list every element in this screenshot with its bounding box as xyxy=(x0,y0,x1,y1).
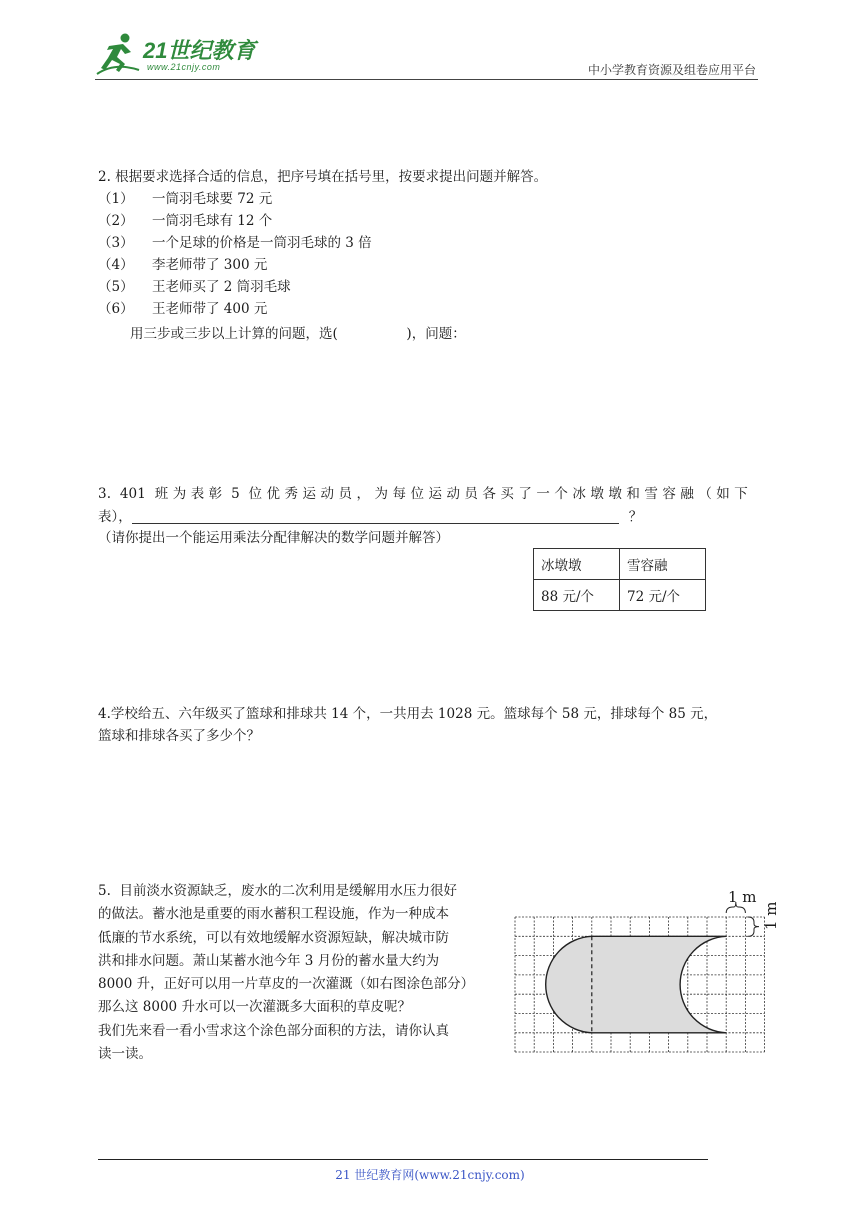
q3-line1: 3. 401 班 为 表 彰 5 位 优 秀 运 动 员 ， 为 每 位 运 动 员 各 买 了 一 个 冰 墩 墩 和 雪 容 融 （ 如 下 xyxy=(98,486,748,502)
q4-line2: 篮球和排球各买了多少个？ xyxy=(98,728,260,744)
q3-line2 xyxy=(98,506,642,528)
header-divider xyxy=(95,79,758,80)
q2-item xyxy=(98,188,372,210)
table-cell: 88 元/个 xyxy=(534,580,620,611)
q5-line: 那么这 8000 升水可以一次灌溉多大面积的草皮呢？ xyxy=(98,999,411,1016)
item-text: 一筒羽毛球有 12 个 xyxy=(152,213,273,229)
q5-line: 8000 升，正好可以用一片草皮的一次灌溉（如右图涂色部分） xyxy=(98,976,475,993)
item-text: 李老师带了 300 元 xyxy=(152,257,268,273)
item-text: 王老师买了 2 筒羽毛球 xyxy=(152,279,291,295)
item-text: 一个足球的价格是一筒羽毛球的 3 倍 xyxy=(152,235,372,251)
label-1m-top: 1 m xyxy=(728,888,757,906)
item-number: （5） xyxy=(98,279,134,295)
logo-text: 21世纪教育 xyxy=(143,38,256,63)
lawn-grid-figure xyxy=(505,885,790,1070)
right-brace xyxy=(748,917,759,936)
q2-item xyxy=(98,210,372,232)
q2-stem: 2. 根据要求选择合适的信息，把序号填在括号里，按要求提出问题并解答。 xyxy=(98,169,548,185)
item-number: （4） xyxy=(98,257,134,273)
item-text: 王老师带了 400 元 xyxy=(152,301,268,317)
table-row xyxy=(534,580,706,611)
platform-name: 中小学教育资源及组卷应用平台 xyxy=(587,63,756,77)
q2-item xyxy=(98,298,372,320)
q5-line: 低廉的节水系统，可以有效地缓解水资源短缺，解决城市防 xyxy=(98,929,449,946)
item-text: 一筒羽毛球要 72 元 xyxy=(152,191,273,207)
q2-item xyxy=(98,232,372,254)
q3-line2-end: ？ xyxy=(628,509,643,525)
q4-line1: 4.学校给五、六年级买了篮球和排球共 14 个，一共用去 1028 元。篮球每个 58 元，排球每个 85 元， xyxy=(98,706,718,722)
table-header-cell: 冰墩墩 xyxy=(534,549,620,580)
logo-url: www.21cnjy.com xyxy=(147,62,221,72)
label-1m-right: 1 m xyxy=(762,901,780,930)
q2-item xyxy=(98,276,372,298)
q2-item xyxy=(98,254,372,276)
shaded-lawn-region xyxy=(546,936,727,1033)
q5-line: 读一读。 xyxy=(98,1046,152,1063)
table-cell: 72 元/个 xyxy=(620,580,706,611)
q2-item-list xyxy=(98,188,372,320)
q5-line: 5. 目前淡水资源缺乏，废水的二次利用是缓解用水压力很好 xyxy=(98,883,457,899)
answer-blank[interactable] xyxy=(132,509,619,524)
footer-divider xyxy=(98,1159,708,1160)
price-table xyxy=(533,548,706,611)
q5-line: 的做法。蓄水池是重要的雨水蓄积工程设施，作为一种成本 xyxy=(98,906,449,923)
q5-text xyxy=(98,880,503,1066)
q2-prompt: 用三步或三步以上计算的问题，选( )，问题： xyxy=(130,326,466,342)
q5-line: 洪和排水问题。萧山某蓄水池今年 3 月份的蓄水量大约为 xyxy=(98,952,440,969)
q3-line3: （请你提出一个能运用乘法分配律解决的数学问题并解答） xyxy=(98,530,449,546)
q5-line: 我们先来看一看小雪求这个涂色部分面积的方法，请你认真 xyxy=(98,1022,449,1039)
footer-link[interactable]: 21 世纪教育网(www.21cnjy.com) xyxy=(335,1168,525,1182)
table-row xyxy=(534,549,706,580)
logo xyxy=(95,32,260,78)
item-number: （3） xyxy=(98,235,134,251)
item-number: （6） xyxy=(98,301,134,317)
item-number: （2） xyxy=(98,213,134,229)
q3-line2-start: 表）， xyxy=(98,509,132,525)
runner-icon xyxy=(95,32,141,76)
table-header-cell: 雪容融 xyxy=(620,549,706,580)
item-number: （1） xyxy=(98,191,134,207)
